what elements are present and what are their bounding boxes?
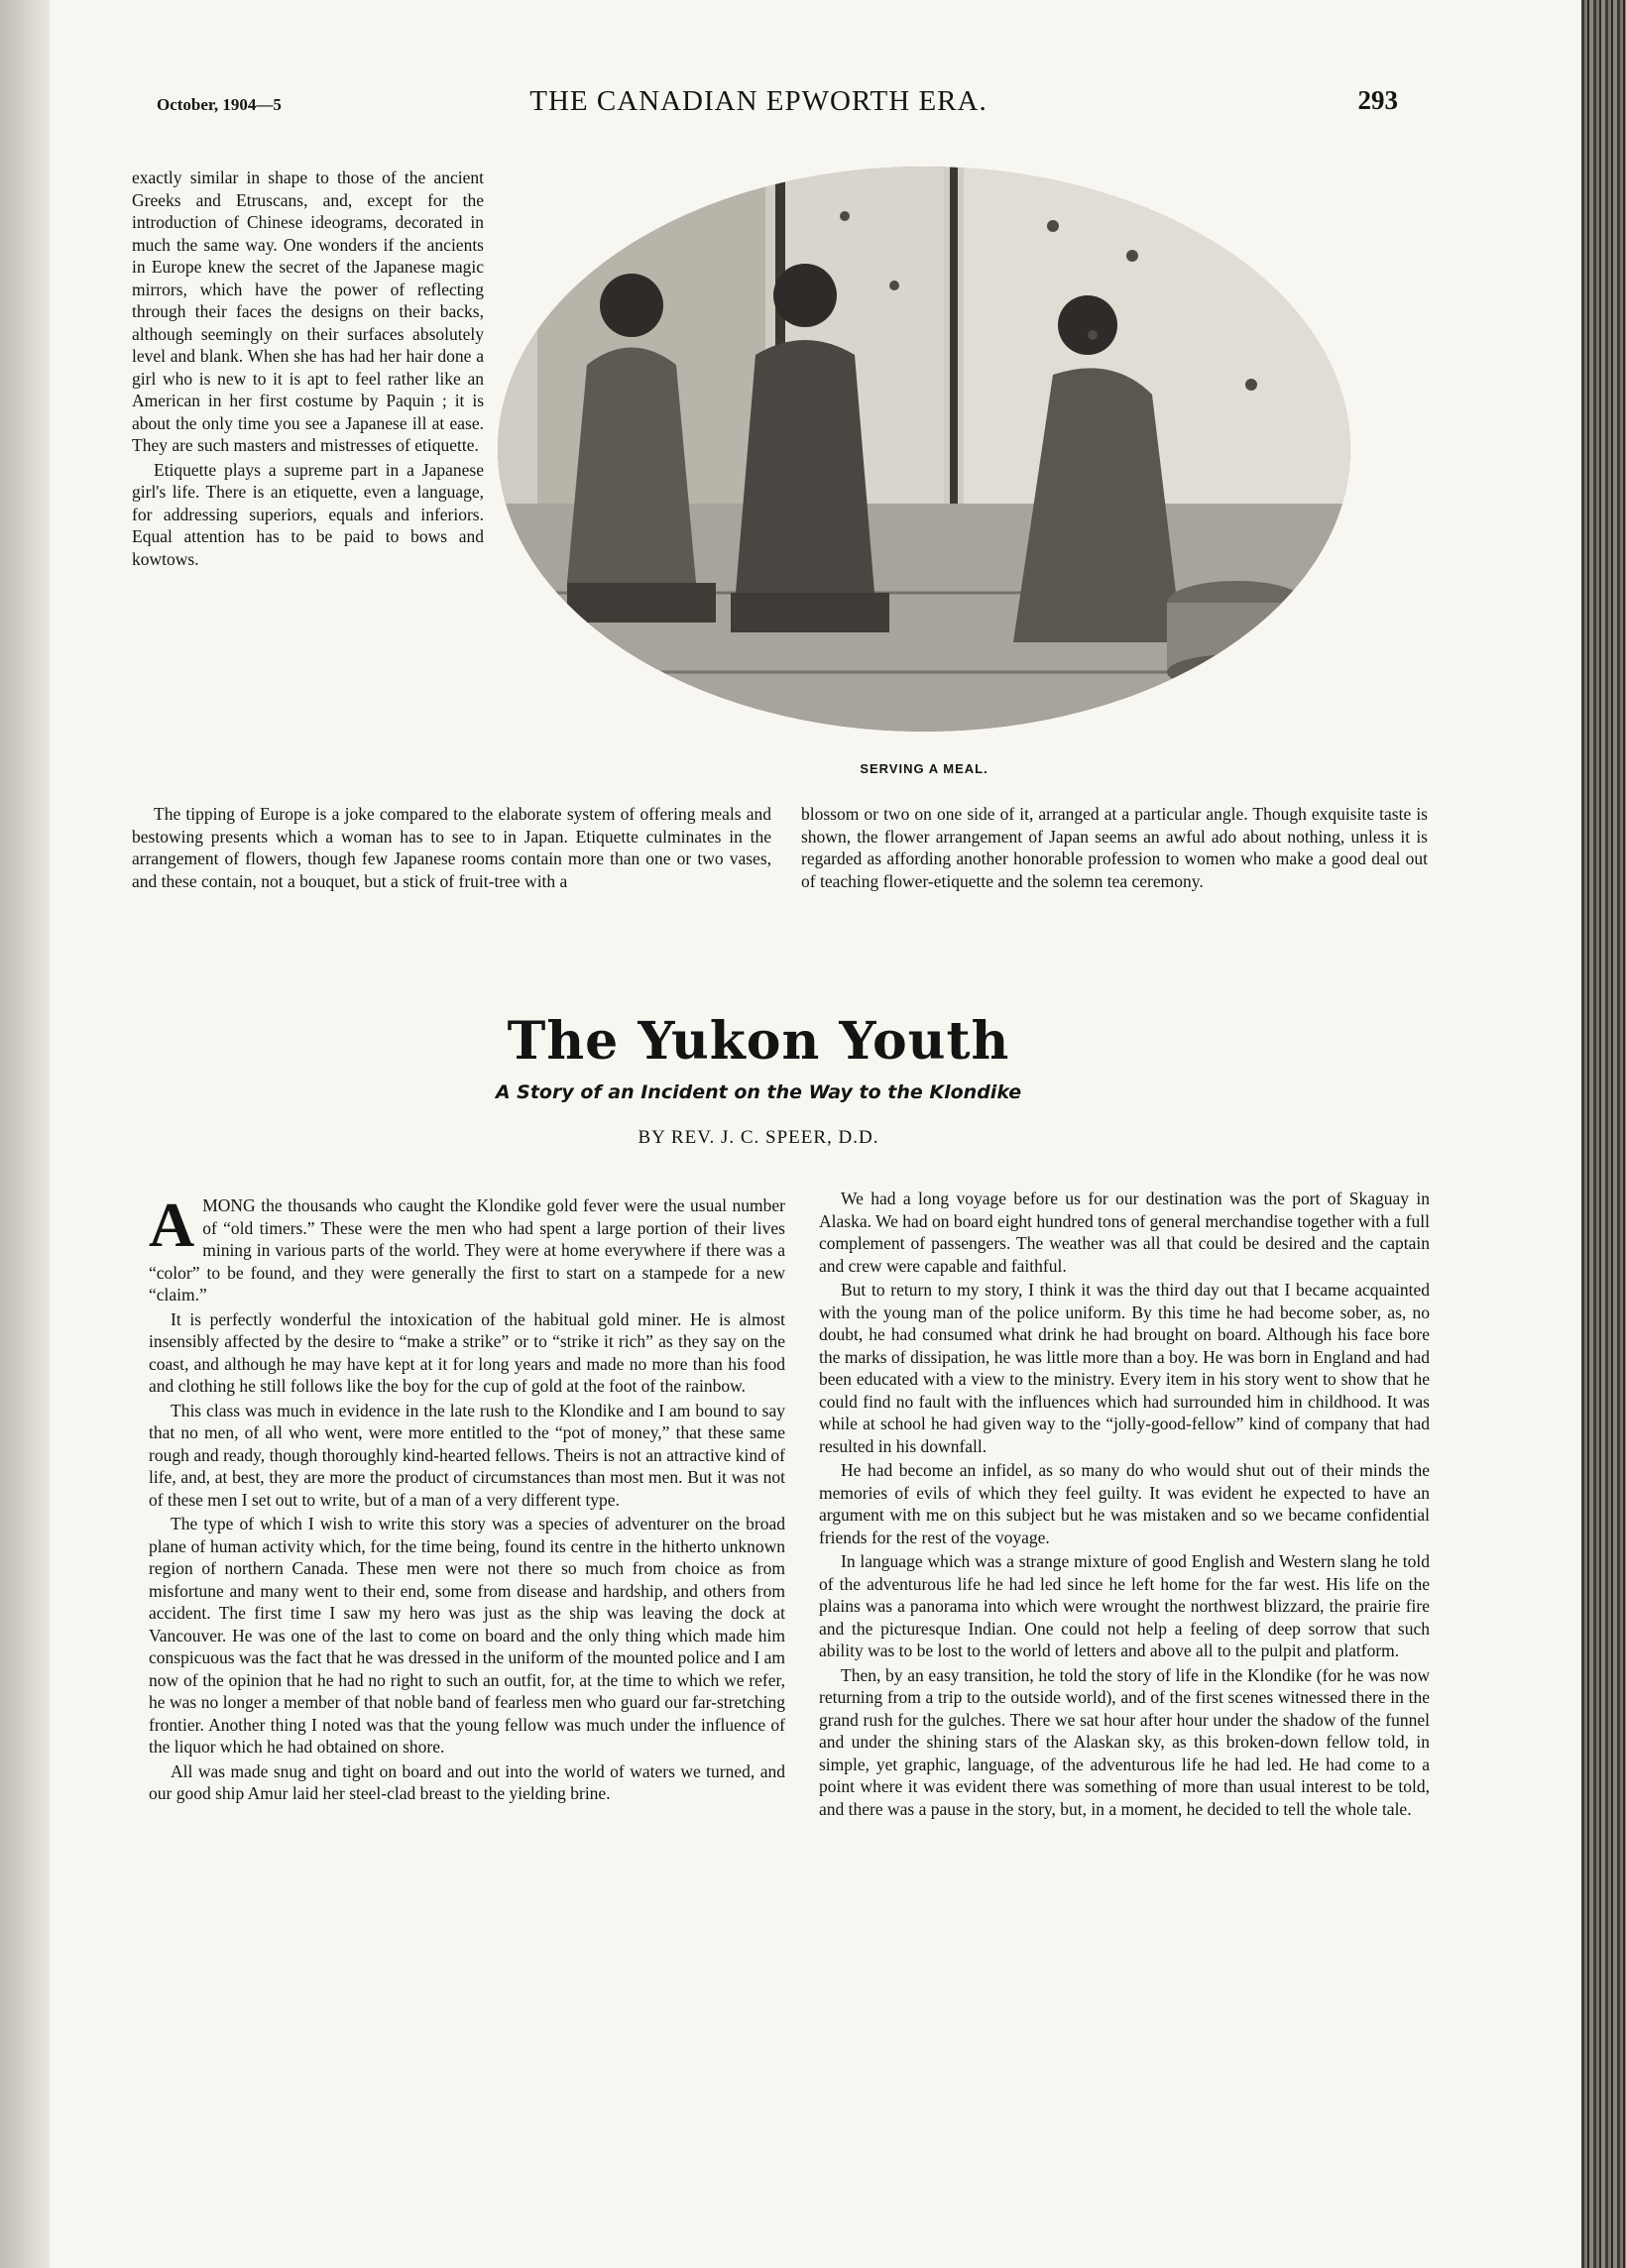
paragraph: All was made snug and tight on board and out into the world of waters we turned, and our good ship Amur laid her steel-clad breast to the yielding brine. <box>149 1760 785 1803</box>
article1-bottom-left <box>132 803 771 894</box>
issue-date: October, 1904—5 <box>157 95 282 114</box>
paragraph: In language which was a strange mixture of good English and Western slang he told of the adventurous life he had led since he left home for the far west. His life on the plains was a panorama into which were wrought the northwest blizzard, the prairie fire and the picturesque Indian. One could not help a feeling of deep sorrow that such ability was to be lost to the world of letters and above all to the pulpit and platform. <box>819 1551 1430 1660</box>
paragraph: The tipping of Europe is a joke compared to the elaborate system of offering meals and bestowing presents which a woman has to see to in Japan. Etiquette culminates in the arrangement of flowers, though few Japanese rooms contain more than one or two vases, and these contain, not a bouquet, but a stick of fruit-tree with a <box>132 804 771 891</box>
photo-caption: SERVING A MEAL. <box>860 761 988 776</box>
article2-left-column <box>149 1190 785 1807</box>
drop-cap: A <box>149 1190 195 1260</box>
paragraph: exactly similar in shape to those of the ancient Greeks and Etruscans, and, except for the introduction of Chinese ideograms, decorated in much the same way. One wonders if the ancients in Europe knew the secret of the Japanese magic mirrors, which have the power of reflecting through their faces the designs on their backs, although seemingly on their surfaces absolutely level and blank. When she has had her hair done a girl who is new to it is apt to feel rather like an American in her first costume by Paquin ; it is about the only time you see a Japanese ill at ease. They are such masters and mistresses of etiquette. <box>132 168 484 455</box>
paragraph: Then, by an easy transition, he told the story of life in the Klondike (for he was now returning from a trip to the outside world), and of the first scenes witnessed there in the grand rush for the gulches. There we sat hour after hour under the shadow of the funnel and under the shining stars of the Alaskan sky, as this broken-down fellow told, in simple, yet graphic, language, of the adventurous life he had led. He had come to a point where it was evident there was something of more than usual interest to be told, and there was a pause in the story, but, in a moment, he decided to tell the whole tale. <box>819 1664 1430 1819</box>
paragraph: He had become an infidel, as so many do who would shut out of their minds the memories of evils of which they feel guilty. It was evident he expected to have an argument with me on this subject but he was mistaken and so we became confidential friends for the rest of the voyage. <box>819 1460 1430 1547</box>
article1-bottom-right <box>801 803 1428 894</box>
opening-text: MONG the thousands who caught the Klondike gold fever were the usual number of “old timers.” These were the men who had spent a large portion of their lives mining in various parts of the world. They were at home everywhere if there was a “color” to be found, and they were generally the first to start on a stampede for a new “claim.” <box>149 1195 785 1304</box>
paragraph: blossom or two on one side of it, arranged at a particular angle. Though exquisite taste is shown, the flower arrangement of Japan seems an awful ado about nothing, unless it is regarded as affording another honorable profession to women who make a good deal out of teaching flower-etiquette and the solemn tea ceremony. <box>801 804 1428 891</box>
paragraph: But to return to my story, I think it was the third day out that I became acquainted with the young man of the police uniform. By this time he had become sober, as, no doubt, he had consumed what drink he had brought on board. Although his face bore the marks of dissipation, he was little more than a boy. He was born in England and had been educated with a view to the ministry. Every item in his story went to show that he could find no fault with the influences which had surrounded him in childhood. It was while at school he had given way to the “jolly-good-fellow” kind of company that had resulted in his downfall. <box>819 1280 1430 1456</box>
article1-left-column <box>132 167 484 572</box>
paragraph: Etiquette plays a supreme part in a Japanese girl's life. There is an etiquette, even a language, for addressing superiors, equals and inferiors. Equal attention has to be paid to bows and kowtows. <box>132 459 484 569</box>
photo-figure <box>478 159 1370 776</box>
paragraph: We had a long voyage before us for our destination was the port of Skaguay in Alaska. We had on board eight hundred tons of general merchandise together with a full complement of passengers. The weather was all that could be desired and the captain and crew were capable and faithful. <box>819 1189 1430 1276</box>
page-number: 293 <box>1357 85 1398 115</box>
running-head <box>99 85 1418 125</box>
paragraph: The type of which I wish to write this story was a species of adventurer on the broad plane of human activity which, for the time being, found its centre in the hitherto unknown region of northern Canada. These men were not there so much from choice as from misfortune and many went to their end, some from disease and hardship, and others from accident. The first time I saw my hero was just as the ship was leaving the dock at Vancouver. He was one of the last to come on board and the only thing which made him conspicuous was the fact that he was dressed in the uniform of the mounted police and I am now of the opinion that he had no right to such an outfit, for, at the time to which we refer, he was no longer a member of that noble band of fearless men who guard our far-stretching frontier. Another thing I noted was that the young fellow was much under the influence of the liquor which he had obtained on shore. <box>149 1514 785 1757</box>
paragraph: This class was much in evidence in the late rush to the Klondike and I am bound to say that no men, of all who went, were more entitled to the “pot of money,” that these same rough and ready, though thoroughly kind-hearted fellows. Theirs is not an attractive kind of life, and, at best, they are more the product of circumstances than most men. But it was not of these men I set out to write, but of a man of a very different type. <box>149 1400 785 1510</box>
book-binding-edge <box>1581 0 1626 2268</box>
paragraph <box>149 1190 785 1306</box>
paragraph: It is perfectly wonderful the intoxication of the habitual gold miner. He is almost insensibly affected by the desire to “make a strike” or to “strike it rich” as they say on the coast, and although he may have kept at it for long years and made no more than his food and clothing he still follows like the boy for the cup of gold at the foot of the rainbow. <box>149 1308 785 1396</box>
story-title-block <box>99 1011 1418 1149</box>
photo-illustration <box>498 167 1350 732</box>
story-subtitle: A Story of an Incident on the Way to the Klondike <box>495 1081 1022 1103</box>
article2-right-column <box>819 1188 1430 1822</box>
story-title: The Yukon Youth <box>507 1011 1010 1072</box>
serving-meal-photo <box>498 167 1350 732</box>
page-gutter-shadow <box>0 0 50 2268</box>
publication-title: THE CANADIAN EPWORTH ERA. <box>529 85 987 117</box>
story-byline: BY REV. J. C. SPEER, D.D. <box>638 1127 879 1148</box>
